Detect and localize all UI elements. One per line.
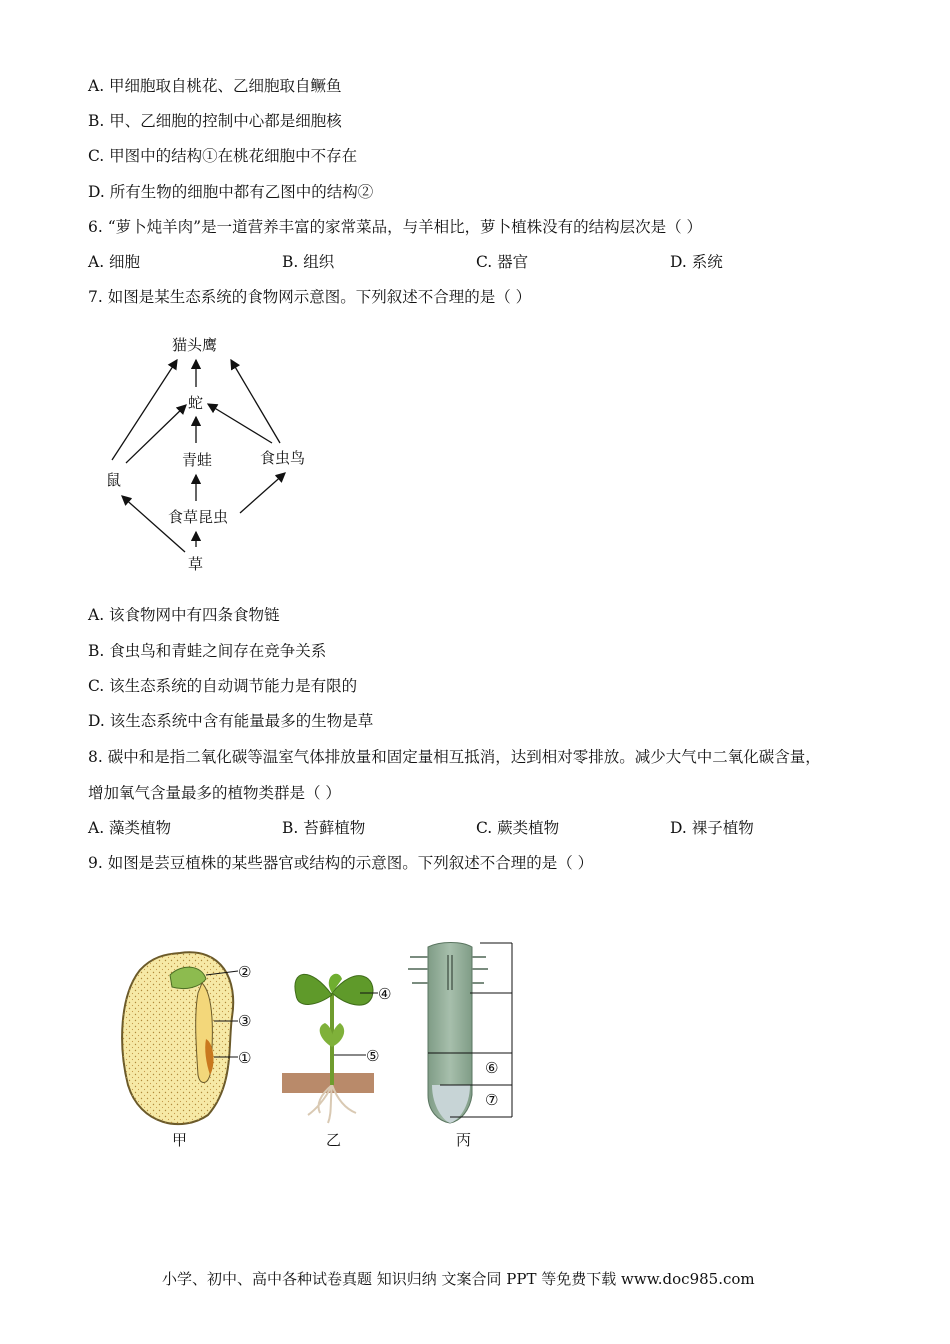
q9-stem: 9. 如图是芸豆植株的某些器官或结构的示意图。下列叙述不合理的是（ ） <box>88 854 594 872</box>
seed-label-hypocotyl: ③ <box>238 1012 252 1030</box>
q8-option-c: C. 蕨类植物 <box>476 819 560 837</box>
q6-option-b: B. 组织 <box>282 253 335 271</box>
food-web-node-snake: 蛇 <box>188 394 204 412</box>
root-label-meristem-zone: ⑦ <box>485 1091 499 1109</box>
q8-option-b: B. 苔藓植物 <box>282 819 366 837</box>
seed-label-plumule: ② <box>238 963 252 981</box>
q6-option-d: D. 系统 <box>670 253 723 271</box>
root-label-elongation-zone: ⑥ <box>485 1059 499 1077</box>
q5-option-a: A. 甲细胞取自桃花、乙细胞取自鳜鱼 <box>88 77 342 95</box>
food-web-node-bird: 食虫鸟 <box>260 449 306 467</box>
q8-option-d: D. 裸子植物 <box>670 819 754 837</box>
q7-option-a: A. 该食物网中有四条食物链 <box>88 606 280 624</box>
q5-option-c: C. 甲图中的结构①在桃花细胞中不存在 <box>88 147 358 165</box>
q7-option-b: B. 食虫鸟和青蛙之间存在竞争关系 <box>88 642 327 660</box>
q5-option-b: B. 甲、乙细胞的控制中心都是细胞核 <box>88 112 342 130</box>
q5-option-d: D. 所有生物的细胞中都有乙图中的结构② <box>88 183 374 201</box>
q6-option-c: C. 器官 <box>476 253 529 271</box>
food-web-node-grass: 草 <box>188 555 204 573</box>
q8-stem-line1: 8. 碳中和是指二氧化碳等温室气体排放量和固定量相互抵消，达到相对零排放。减少大气中二氧化碳含量， <box>88 748 821 766</box>
q6-stem: 6. “萝卜炖羊肉”是一道营养丰富的家常菜品，与羊相比，萝卜植株没有的结构层次是（ ） <box>88 218 702 236</box>
bean-plant-figure <box>110 935 530 1155</box>
caption-yi: 乙 <box>326 1131 342 1149</box>
food-web-node-insect: 食草昆虫 <box>168 508 229 526</box>
food-web-node-owl: 猫头鹰 <box>172 336 218 354</box>
q7-stem: 7. 如图是某生态系统的食物网示意图。下列叙述不合理的是（ ） <box>88 288 532 306</box>
food-web-node-frog: 青蛙 <box>182 451 213 469</box>
food-web-node-mouse: 鼠 <box>106 471 122 489</box>
seedling-label-stem: ⑤ <box>366 1047 380 1065</box>
q6-option-a: A. 细胞 <box>88 253 141 271</box>
q7-option-c: C. 该生态系统的自动调节能力是有限的 <box>88 677 358 695</box>
q8-stem-line2: 增加氧气含量最多的植物类群是（ ） <box>88 784 341 802</box>
root-tip-illustration <box>408 943 488 1124</box>
seedling-label-leaf: ④ <box>378 985 392 1003</box>
seed-label-radicle: ① <box>238 1049 252 1067</box>
q8-option-a: A. 藻类植物 <box>88 819 172 837</box>
seed-illustration <box>122 952 233 1124</box>
page-footer: 小学、初中、高中各种试卷真题 知识归纳 文案合同 PPT 等免费下载 www.doc985.com <box>162 1270 755 1288</box>
seedling-illustration <box>282 974 374 1123</box>
q7-option-d: D. 该生态系统中含有能量最多的生物是草 <box>88 712 374 730</box>
caption-bing: 丙 <box>456 1131 472 1149</box>
caption-jia: 甲 <box>172 1131 188 1149</box>
food-web-diagram <box>100 325 330 580</box>
